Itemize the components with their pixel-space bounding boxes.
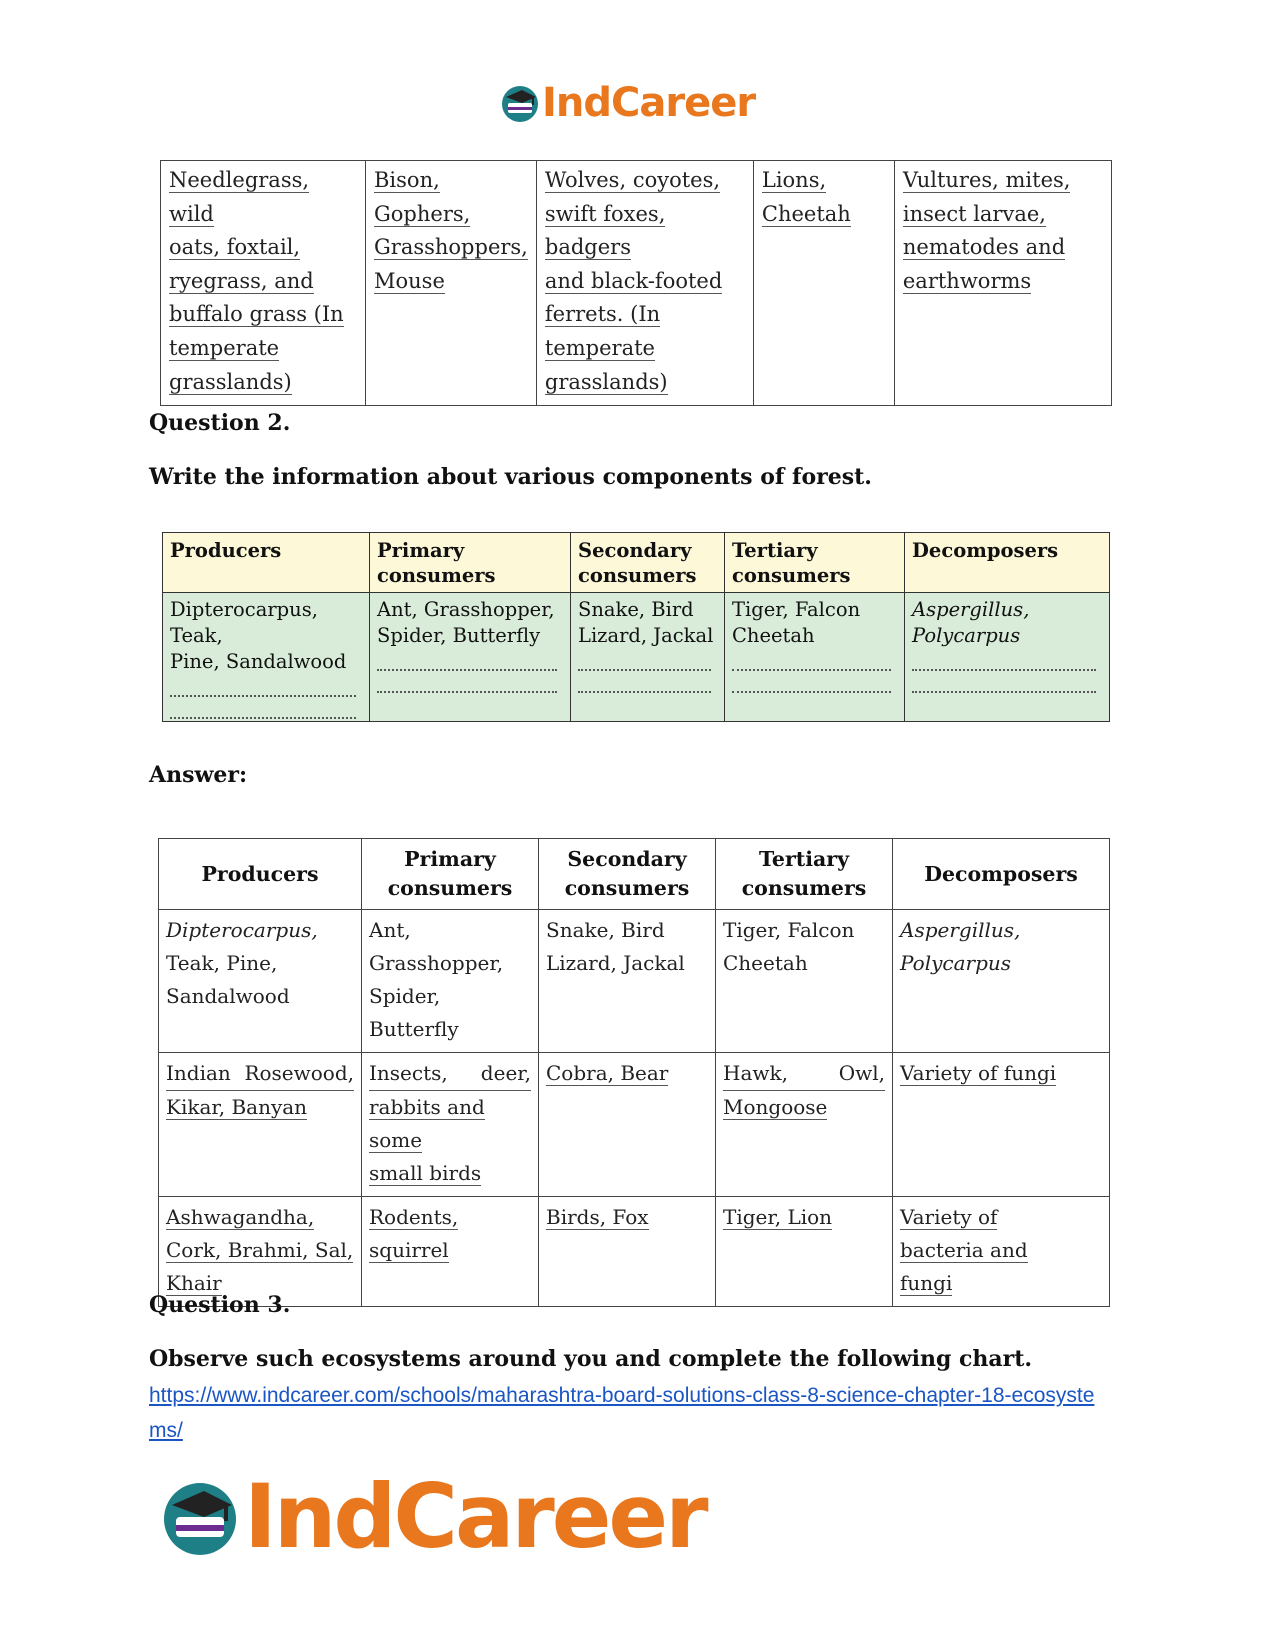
- producers-cell: Needlegrass, wild oats, foxtail, ryegrass, and buffalo grass (In temperate grasslands): [161, 161, 366, 406]
- question-2-prompt: Write the information about various components of forest.: [149, 464, 872, 490]
- question-3-prompt: Observe such ecosystems around you and complete the following chart.: [149, 1346, 1033, 1372]
- producers-cell: Ashwagandha, Cork, Brahmi, Sal, Khair: [159, 1197, 362, 1307]
- producers-cell: Indian Rosewood, Kikar, Banyan: [159, 1053, 362, 1197]
- header-tertiary-consumers: Tertiary consumers: [716, 839, 893, 910]
- table-row: [159, 910, 1110, 1053]
- answer-label: Answer:: [149, 762, 248, 788]
- table-row: [163, 593, 1110, 722]
- brand-logo-top: [500, 80, 755, 126]
- header-secondary-consumers: Secondary consumers: [539, 839, 716, 910]
- table-row: [159, 1197, 1110, 1307]
- primary-consumers-cell: Rodents, squirrel: [362, 1197, 539, 1307]
- secondary-consumers-cell: Wolves, coyotes, swift foxes, badgers and black-footed ferrets. (In temperate grasslands): [536, 161, 753, 406]
- tertiary-consumers-cell: Lions, Cheetah: [753, 161, 894, 406]
- decomposers-cell: Variety of bacteria and fungi: [893, 1197, 1110, 1307]
- decomposers-cell: Variety of fungi: [893, 1053, 1110, 1197]
- header-decomposers: Decomposers: [905, 533, 1110, 593]
- decomposers-cell: Aspergillus, Polycarpus: [893, 910, 1110, 1053]
- decomposers-cell: Aspergillus, Polycarpus: [905, 593, 1110, 722]
- secondary-consumers-cell: Cobra, Bear: [539, 1053, 716, 1197]
- header-decomposers: Decomposers: [893, 839, 1110, 910]
- secondary-consumers-cell: Snake, Bird Lizard, Jackal: [539, 910, 716, 1053]
- tertiary-consumers-cell: Hawk, Owl, Mongoose: [716, 1053, 893, 1197]
- producers-cell: Dipterocarpus, Teak, Pine, Sandalwood: [159, 910, 362, 1053]
- header-producers: Producers: [159, 839, 362, 910]
- primary-consumers-cell: Ant, Grasshopper, Spider, Butterfly: [370, 593, 571, 722]
- table-header-row: [163, 533, 1110, 593]
- forest-question-table: [162, 532, 1110, 722]
- table-header-row: [159, 839, 1110, 910]
- question-2-label: Question 2.: [149, 410, 291, 436]
- header-secondary-consumers: Secondary consumers: [571, 533, 725, 593]
- graduation-book-icon: [500, 83, 540, 123]
- brand-name: IndCareer: [542, 80, 756, 126]
- secondary-consumers-cell: Birds, Fox: [539, 1197, 716, 1307]
- grassland-components-table: [160, 160, 1112, 406]
- table-row: [159, 1053, 1110, 1197]
- tertiary-consumers-cell: Tiger, Lion: [716, 1197, 893, 1307]
- brand-name: IndCareer: [244, 1465, 706, 1568]
- tertiary-consumers-cell: Tiger, Falcon Cheetah: [725, 593, 905, 722]
- forest-answer-table: [158, 838, 1110, 1307]
- header-tertiary-consumers: Tertiary consumers: [725, 533, 905, 593]
- primary-consumers-cell: Bison, Gophers, Grasshoppers, Mouse: [366, 161, 537, 406]
- primary-consumers-cell: Insects, deer, rabbits and some small birds: [362, 1053, 539, 1197]
- producers-cell: Dipterocarpus, Teak, Pine, Sandalwood: [163, 593, 370, 722]
- decomposers-cell: Vultures, mites, insect larvae, nematodes and earthworms: [902, 168, 1071, 293]
- table-row: [161, 161, 1112, 406]
- source-link[interactable]: https://www.indcareer.com/schools/maharashtra-board-solutions-class-8-science-chapter-18-ecosystems/: [149, 1384, 1095, 1442]
- secondary-consumers-cell: Snake, Bird Lizard, Jackal: [571, 593, 725, 722]
- primary-consumers-cell: Ant, Grasshopper, Spider, Butterfly: [362, 910, 539, 1053]
- graduation-book-icon: [160, 1477, 240, 1557]
- header-primary-consumers: Primary consumers: [362, 839, 539, 910]
- header-primary-consumers: Primary consumers: [370, 533, 571, 593]
- header-producers: Producers: [163, 533, 370, 593]
- tertiary-consumers-cell: Tiger, Falcon Cheetah: [716, 910, 893, 1053]
- brand-logo-bottom: [160, 1465, 706, 1568]
- question-3-label: Question 3.: [149, 1292, 291, 1318]
